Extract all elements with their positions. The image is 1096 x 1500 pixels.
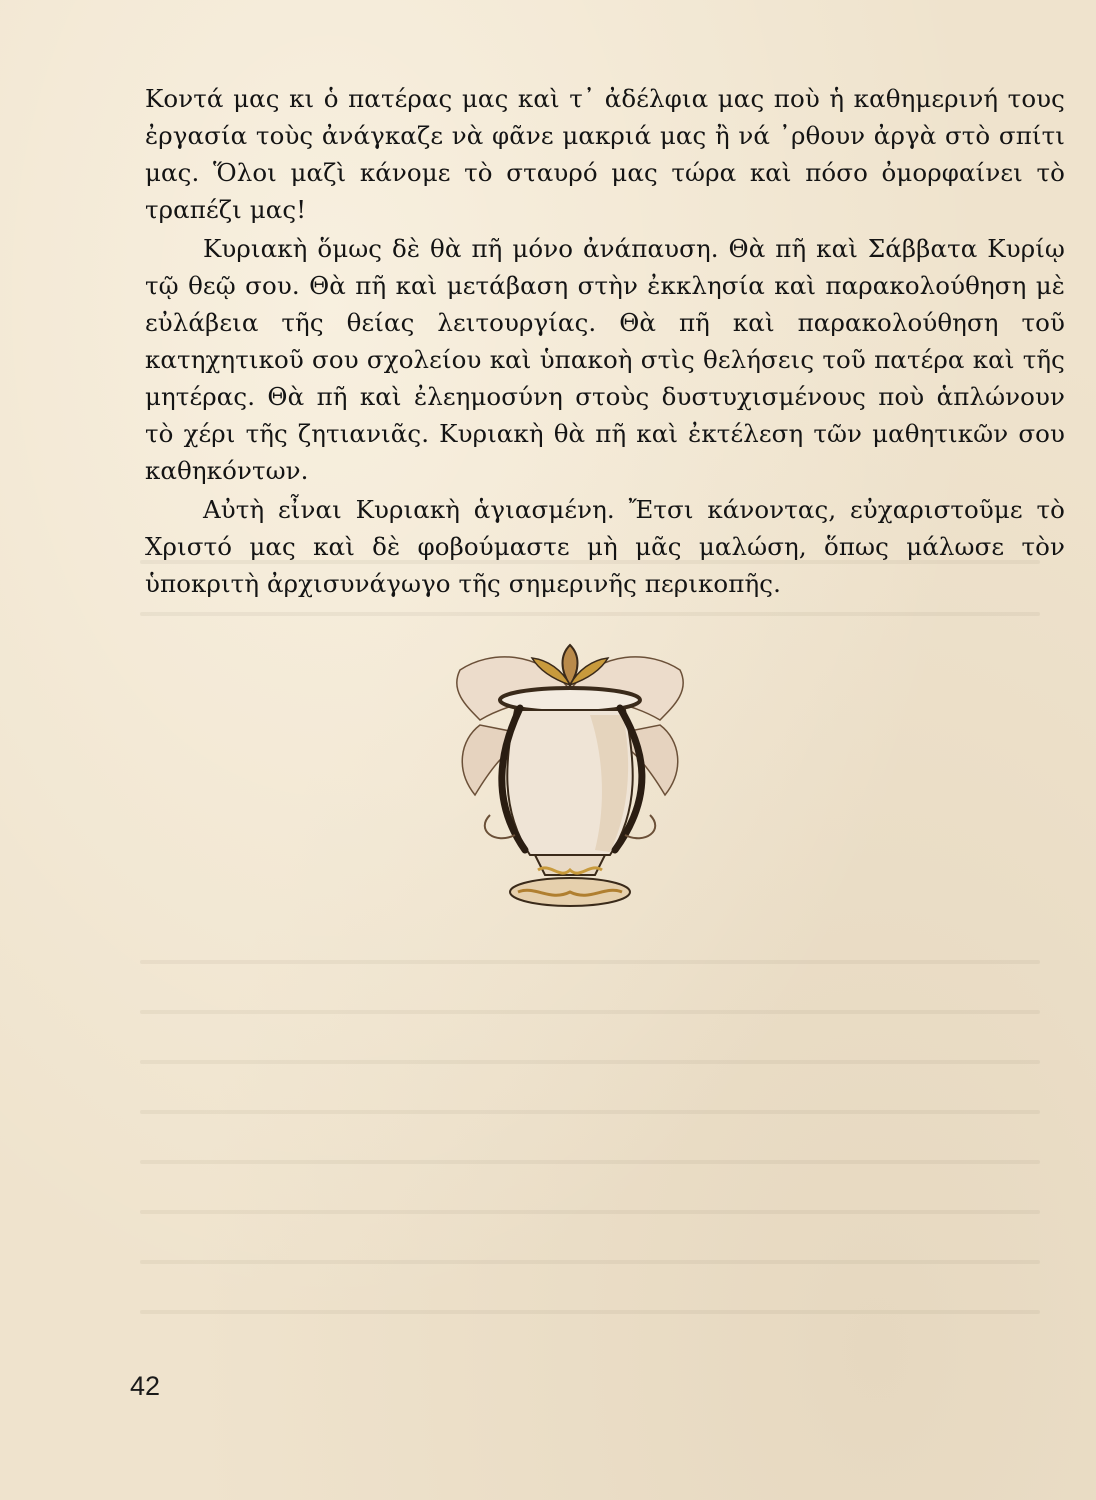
show-through-line [140, 1010, 1040, 1014]
show-through-line [140, 1260, 1040, 1264]
paragraph-3: Αὐτὴ εἶναι Κυριακὴ ἁγιασμένη. Ἔτσι κάνοντας, εὐχαριστοῦμε τὸ Χριστό μας καὶ δὲ φοβούμαστε μὴ μᾶς μαλώση, ὅπως μάλωσε τὸν ὑποκριτὴ ἀρχισυνάγωγο τῆς σημερινῆς περικοπῆς. [145, 495, 1065, 598]
show-through-line [140, 1310, 1040, 1314]
show-through-line [140, 1210, 1040, 1214]
paragraph-2: Κυριακὴ ὅμως δὲ θὰ πῆ μόνο ἀνάπαυση. Θὰ πῆ καὶ Σάββατα Κυρίῳ τῷ θεῷ σου. Θὰ πῆ καὶ μετάβαση στὴν ἐκκλησία καὶ παρακολούθηση μὲ εὐλάβεια τῆς θείας λειτουργίας. Θὰ πῆ καὶ παρακολούθηση τοῦ κατηχητικοῦ σου σχολείου καὶ ὑπακοὴ στὶς θελήσεις τοῦ πατέρα καὶ τῆς μητέρας. Θὰ πῆ καὶ ἐλεημοσύνη στοὺς δυστυχισμένους ποὺ ἁπλώνουν τὸ χέρι τῆς ζητιανιᾶς. Κυριακὴ θὰ πῆ καὶ ἐκτέλεση τῶν μαθητικῶν σου καθηκόντων. [145, 234, 1065, 485]
show-through-line [140, 1110, 1040, 1114]
vase-illustration [420, 630, 720, 930]
show-through-line [140, 1060, 1040, 1064]
show-through-line [140, 612, 1040, 616]
show-through-line [140, 1160, 1040, 1164]
body-text [145, 80, 1065, 602]
page-number: 42 [130, 1371, 161, 1401]
show-through-line [140, 960, 1040, 964]
paragraph-1: Κοντά μας κι ὁ πατέρας μας καὶ τ᾿ ἀδέλφια μας ποὺ ἡ καθημερινή τους ἐργασία τοὺς ἀνάγκαζε νὰ φᾶνε μακριά μας ἢ νά ᾿ρθουν ἀργὰ στὸ σπίτι μας. Ὅλοι μαζὶ κάνομε τὸ σταυρό μας τώρα καὶ πόσο ὀμορφαίνει τὸ τραπέζι μας! [145, 84, 1065, 224]
